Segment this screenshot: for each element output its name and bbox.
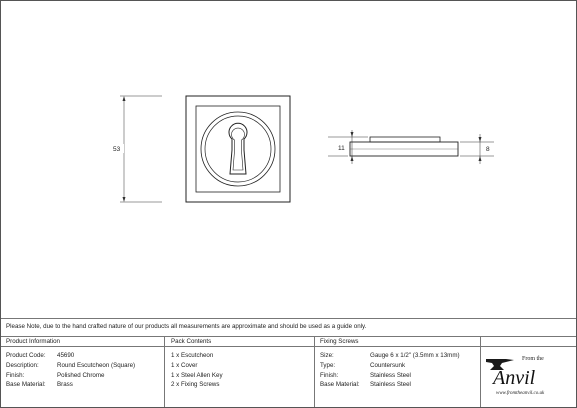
product-info-value: 45690: [57, 352, 75, 359]
product-info-value: Polished Chrome: [57, 372, 105, 379]
logo-url: www.fromtheanvil.co.uk: [496, 391, 545, 396]
from-the-anvil-logo: [484, 350, 572, 402]
plate-thickness-label: 8: [486, 146, 490, 153]
disclaimer-note: Please Note, due to the hand crafted nature of our products all measurements are approximate and should be used as a guide only.: [6, 323, 367, 330]
product-info-label: Finish:: [6, 372, 25, 379]
column-divider-3: [480, 337, 481, 407]
rose-thickness-dimension: [328, 130, 368, 164]
column-divider-1: [164, 337, 165, 407]
pack-contents-item: 1 x Cover: [171, 362, 198, 369]
divider-table-header: [1, 346, 576, 347]
keyhole-inner: [232, 128, 245, 170]
keyhole-outline: [229, 123, 247, 174]
divider-top: [1, 318, 576, 319]
pack-contents-item: 1 x Steel Allen Key: [171, 372, 223, 379]
side-rose: [370, 137, 440, 142]
column-divider-2: [314, 337, 315, 407]
fixing-screws-label: Size:: [320, 352, 334, 359]
front-view: [186, 96, 290, 202]
product-info-title: Product Information: [6, 338, 60, 345]
pack-contents-title: Pack Contents: [171, 338, 212, 345]
fixing-screws-label: Type:: [320, 362, 336, 369]
plate-thickness-dimension: [460, 134, 494, 164]
fixing-screws-value: Countersunk: [370, 362, 406, 369]
logo-brand: Anvil: [493, 367, 536, 389]
height-dimension: [112, 96, 162, 202]
fixing-screws-value: Gauge 6 x 1/2" (3.5mm x 13mm): [370, 352, 460, 359]
product-info-value: Round Escutcheon (Square): [57, 362, 136, 369]
fixing-screws-label: Finish:: [320, 372, 339, 379]
fixing-screws-value: Stainless Steel: [370, 372, 411, 379]
pack-contents-item: 2 x Fixing Screws: [171, 381, 220, 388]
product-info-label: Base Material:: [6, 381, 46, 388]
round-escutcheon-inner: [205, 116, 271, 182]
pack-contents-item: 1 x Escutcheon: [171, 352, 214, 359]
fixing-screws-value: Stainless Steel: [370, 381, 411, 388]
fixing-screws-label: Base Material:: [320, 381, 360, 388]
divider-table-top: [1, 336, 576, 337]
inner-square-plate: [196, 106, 280, 192]
fixing-screws-title: Fixing Screws: [320, 338, 359, 345]
logo-tagline: From the: [522, 356, 544, 362]
height-label: 53: [113, 146, 121, 153]
rose-thickness-label: 11: [338, 145, 345, 152]
product-info-label: Description:: [6, 362, 39, 369]
product-info-label: Product Code:: [6, 352, 46, 359]
side-view: [350, 137, 458, 156]
product-info-value: Brass: [57, 381, 73, 388]
